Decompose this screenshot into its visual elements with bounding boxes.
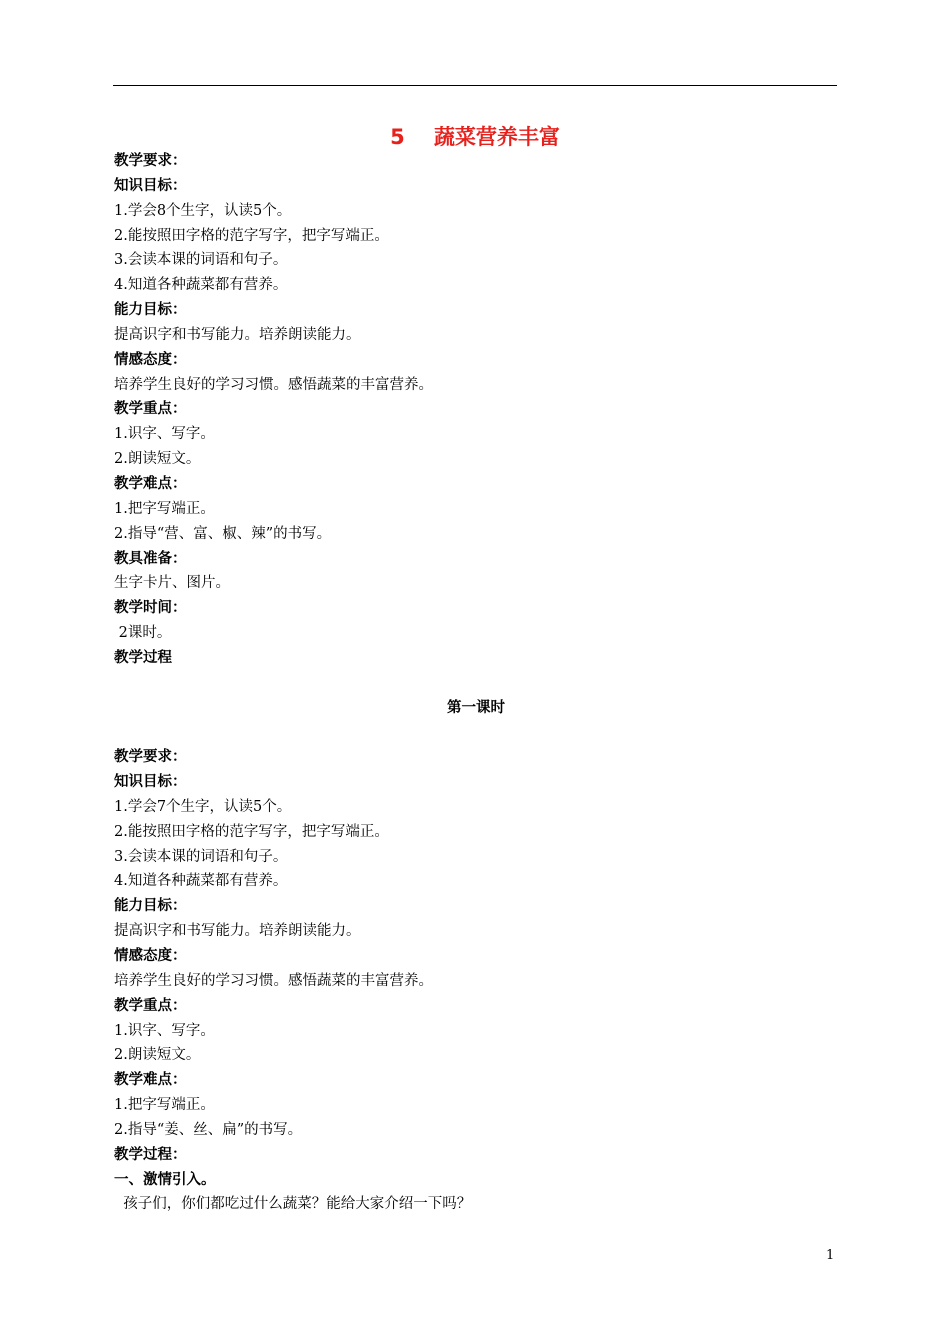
knowledge-goals-heading: 知识目标： — [114, 774, 187, 791]
ability-goals-heading: 能力目标： — [114, 898, 187, 915]
header-rule — [113, 85, 837, 86]
teaching-process-heading: 教学过程： — [114, 1146, 187, 1163]
lesson-one-heading: 第一课时 — [447, 699, 505, 716]
knowledge-goal-item: 3.会读本课的词语和句子。 — [114, 848, 288, 865]
knowledge-goal-item: 4.知道各种蔬菜都有营养。 — [114, 277, 288, 294]
knowledge-goal-item: 2.能按照田字格的范字写字，把字写端正。 — [114, 227, 389, 244]
ability-goals-text: 提高识字和书写能力。培养朗读能力。 — [114, 923, 361, 940]
knowledge-goal-item: 3.会读本课的词语和句子。 — [114, 252, 288, 269]
difficulty-item: 1.把字写端正。 — [114, 1097, 215, 1114]
teaching-time-text: 2课时。 — [114, 625, 172, 642]
key-points-heading: 教学重点： — [114, 997, 187, 1014]
emotion-attitude-heading: 情感态度： — [114, 948, 187, 964]
difficulty-item: 2.指导“营、富、椒、辣”的书写。 — [114, 525, 332, 542]
teaching-process-heading: 教学过程 — [114, 649, 172, 666]
ability-goals-text: 提高识字和书写能力。培养朗读能力。 — [114, 326, 361, 343]
difficulties-heading: 教学难点： — [114, 475, 187, 492]
step-one-heading: 一、激情引入。 — [114, 1171, 216, 1188]
spacer — [114, 720, 838, 745]
knowledge-goal-item: 1.学会8个生字，认读5个。 — [114, 202, 292, 219]
preparation-heading: 教具准备： — [114, 550, 187, 567]
key-point-item: 1.识字、写字。 — [114, 426, 215, 443]
lesson-title-text: 蔬菜营养丰富 — [433, 125, 560, 149]
emotion-attitude-text: 培养学生良好的学习习惯。感悟蔬菜的丰富营养。 — [114, 376, 433, 393]
spacer — [114, 671, 838, 696]
knowledge-goal-item: 1.学会7个生字，认读5个。 — [114, 798, 292, 815]
key-point-item: 2.朗读短文。 — [114, 451, 201, 468]
lesson-plan-body — [114, 149, 838, 1217]
key-point-item: 2.朗读短文。 — [114, 1047, 201, 1064]
teaching-time-heading: 教学时间： — [114, 600, 187, 617]
knowledge-goals-heading: 知识目标： — [114, 177, 187, 194]
knowledge-goal-item: 4.知道各种蔬菜都有营养。 — [114, 873, 288, 890]
page-number: 1 — [826, 1248, 835, 1263]
teaching-requirements-heading: 教学要求： — [114, 749, 187, 766]
teaching-requirements-heading: 教学要求： — [114, 153, 187, 169]
knowledge-goal-item: 2.能按照田字格的范字写字，把字写端正。 — [114, 823, 389, 840]
step-one-text: 孩子们，你们都吃过什么蔬菜？能给大家介绍一下吗？ — [114, 1196, 472, 1213]
key-points-heading: 教学重点： — [114, 401, 187, 418]
ability-goals-heading: 能力目标： — [114, 302, 187, 319]
emotion-attitude-heading: 情感态度： — [114, 351, 187, 368]
emotion-attitude-text: 培养学生良好的学习习惯。感悟蔬菜的丰富营养。 — [114, 972, 433, 989]
preparation-text: 生字卡片、图片。 — [114, 575, 230, 592]
lesson-number: 5 — [390, 125, 405, 149]
difficulties-heading: 教学难点： — [114, 1072, 187, 1089]
difficulty-item: 2.指导“姜、丝、扁”的书写。 — [114, 1121, 303, 1138]
difficulty-item: 1.把字写端正。 — [114, 500, 215, 517]
key-point-item: 1.识字、写字。 — [114, 1022, 215, 1039]
